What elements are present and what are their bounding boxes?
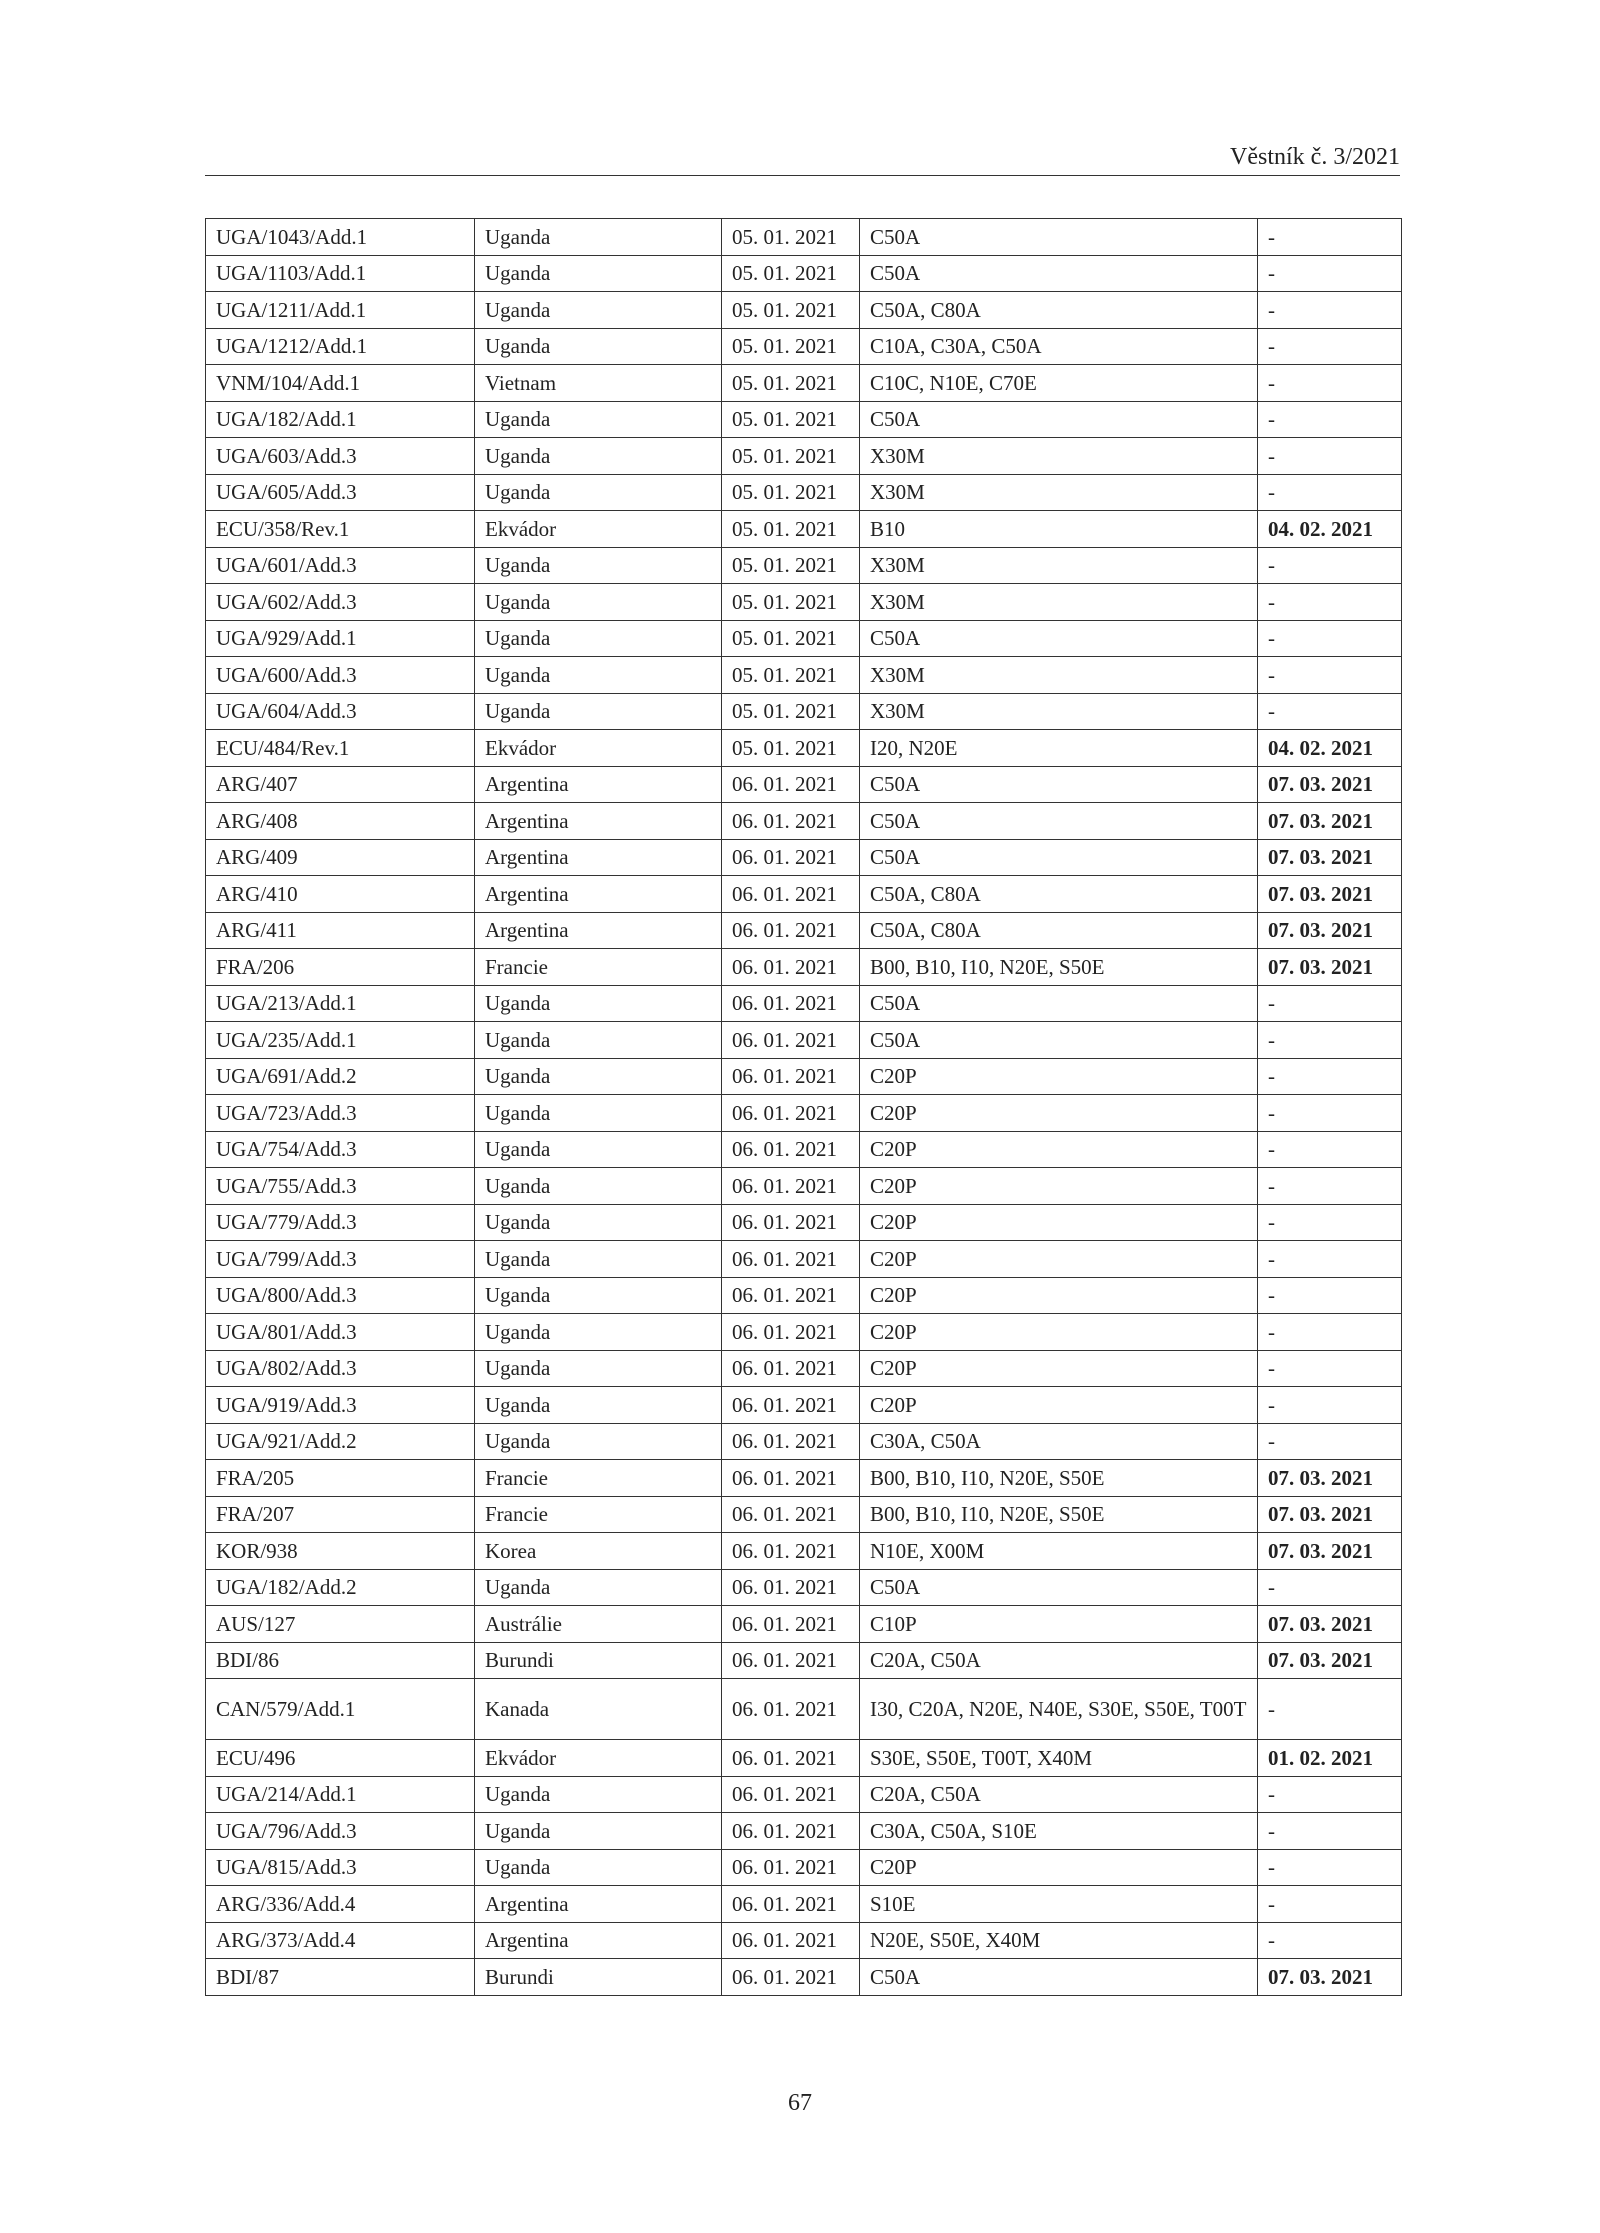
- deadline-cell: -: [1258, 401, 1402, 438]
- table-row: [206, 1886, 1402, 1923]
- country-cell: Uganda: [475, 1168, 722, 1205]
- table-row: [206, 1022, 1402, 1059]
- date-cell: 05. 01. 2021: [722, 620, 860, 657]
- document-id-cell: UGA/605/Add.3: [206, 474, 475, 511]
- deadline-cell: -: [1258, 219, 1402, 256]
- country-cell: Uganda: [475, 401, 722, 438]
- deadline-cell: 07. 03. 2021: [1258, 1959, 1402, 1996]
- date-cell: 05. 01. 2021: [722, 693, 860, 730]
- document-id-cell: ARG/407: [206, 766, 475, 803]
- codes-cell: S30E, S50E, T00T, X40M: [860, 1740, 1258, 1777]
- codes-cell: N20E, S50E, X40M: [860, 1922, 1258, 1959]
- date-cell: 05. 01. 2021: [722, 657, 860, 694]
- country-cell: Uganda: [475, 328, 722, 365]
- table-row: [206, 438, 1402, 475]
- date-cell: 06. 01. 2021: [722, 912, 860, 949]
- table-row: [206, 1460, 1402, 1497]
- document-id-cell: UGA/213/Add.1: [206, 985, 475, 1022]
- deadline-cell: -: [1258, 620, 1402, 657]
- table-row: [206, 1314, 1402, 1351]
- deadline-cell: 04. 02. 2021: [1258, 730, 1402, 767]
- country-cell: Francie: [475, 949, 722, 986]
- date-cell: 06. 01. 2021: [722, 1058, 860, 1095]
- table-row: [206, 365, 1402, 402]
- codes-cell: C50A: [860, 839, 1258, 876]
- date-cell: 06. 01. 2021: [722, 1241, 860, 1278]
- deadline-cell: -: [1258, 1168, 1402, 1205]
- date-cell: 05. 01. 2021: [722, 511, 860, 548]
- document-id-cell: UGA/799/Add.3: [206, 1241, 475, 1278]
- table-row: [206, 219, 1402, 256]
- table-body: [206, 219, 1402, 1996]
- codes-cell: C20P: [860, 1387, 1258, 1424]
- document-id-cell: FRA/206: [206, 949, 475, 986]
- document-id-cell: UGA/1043/Add.1: [206, 219, 475, 256]
- codes-cell: C20P: [860, 1058, 1258, 1095]
- date-cell: 05. 01. 2021: [722, 438, 860, 475]
- deadline-cell: -: [1258, 657, 1402, 694]
- deadline-cell: 07. 03. 2021: [1258, 766, 1402, 803]
- country-cell: Uganda: [475, 292, 722, 329]
- country-cell: Uganda: [475, 219, 722, 256]
- date-cell: 06. 01. 2021: [722, 1387, 860, 1424]
- table-row: [206, 1168, 1402, 1205]
- document-id-cell: ARG/373/Add.4: [206, 1922, 475, 1959]
- date-cell: 06. 01. 2021: [722, 803, 860, 840]
- codes-cell: C20P: [860, 1241, 1258, 1278]
- codes-cell: C20P: [860, 1350, 1258, 1387]
- table-row: [206, 1423, 1402, 1460]
- codes-cell: C50A: [860, 255, 1258, 292]
- date-cell: 06. 01. 2021: [722, 1314, 860, 1351]
- country-cell: Uganda: [475, 1849, 722, 1886]
- country-cell: Uganda: [475, 1058, 722, 1095]
- deadline-cell: -: [1258, 474, 1402, 511]
- document-id-cell: UGA/214/Add.1: [206, 1776, 475, 1813]
- deadline-cell: 01. 02. 2021: [1258, 1740, 1402, 1777]
- date-cell: 05. 01. 2021: [722, 401, 860, 438]
- codes-cell: C50A: [860, 401, 1258, 438]
- codes-cell: B10: [860, 511, 1258, 548]
- codes-cell: C50A: [860, 1959, 1258, 1996]
- table-row: [206, 839, 1402, 876]
- document-id-cell: UGA/1103/Add.1: [206, 255, 475, 292]
- codes-cell: C20A, C50A: [860, 1642, 1258, 1679]
- document-id-cell: UGA/921/Add.2: [206, 1423, 475, 1460]
- date-cell: 06. 01. 2021: [722, 1776, 860, 1813]
- codes-cell: C10C, N10E, C70E: [860, 365, 1258, 402]
- document-id-cell: UGA/1212/Add.1: [206, 328, 475, 365]
- country-cell: Uganda: [475, 1776, 722, 1813]
- table-row: [206, 511, 1402, 548]
- table-row: [206, 1776, 1402, 1813]
- document-id-cell: UGA/919/Add.3: [206, 1387, 475, 1424]
- table-row: [206, 1813, 1402, 1850]
- document-id-cell: KOR/938: [206, 1533, 475, 1570]
- deadline-cell: -: [1258, 1849, 1402, 1886]
- country-cell: Uganda: [475, 620, 722, 657]
- date-cell: 06. 01. 2021: [722, 1533, 860, 1570]
- codes-cell: C20P: [860, 1849, 1258, 1886]
- country-cell: Argentina: [475, 839, 722, 876]
- codes-cell: N10E, X00M: [860, 1533, 1258, 1570]
- deadline-cell: -: [1258, 1813, 1402, 1850]
- date-cell: 06. 01. 2021: [722, 1277, 860, 1314]
- country-cell: Uganda: [475, 1387, 722, 1424]
- codes-cell: C50A, C80A: [860, 912, 1258, 949]
- codes-cell: X30M: [860, 693, 1258, 730]
- document-id-cell: ARG/410: [206, 876, 475, 913]
- document-id-cell: UGA/182/Add.1: [206, 401, 475, 438]
- deadline-cell: 07. 03. 2021: [1258, 1496, 1402, 1533]
- deadline-cell: -: [1258, 1058, 1402, 1095]
- codes-cell: S10E: [860, 1886, 1258, 1923]
- codes-cell: X30M: [860, 474, 1258, 511]
- date-cell: 06. 01. 2021: [722, 1022, 860, 1059]
- page-header: [205, 138, 1400, 176]
- table-row: [206, 1241, 1402, 1278]
- codes-cell: C20P: [860, 1095, 1258, 1132]
- country-cell: Uganda: [475, 1423, 722, 1460]
- codes-cell: C50A: [860, 219, 1258, 256]
- date-cell: 06. 01. 2021: [722, 1204, 860, 1241]
- country-cell: Francie: [475, 1460, 722, 1497]
- country-cell: Uganda: [475, 1277, 722, 1314]
- date-cell: 05. 01. 2021: [722, 584, 860, 621]
- country-cell: Argentina: [475, 1922, 722, 1959]
- codes-cell: C20P: [860, 1168, 1258, 1205]
- date-cell: 05. 01. 2021: [722, 219, 860, 256]
- table-row: [206, 912, 1402, 949]
- deadline-cell: 07. 03. 2021: [1258, 1460, 1402, 1497]
- document-id-cell: BDI/87: [206, 1959, 475, 1996]
- country-cell: Argentina: [475, 912, 722, 949]
- deadline-cell: -: [1258, 1569, 1402, 1606]
- country-cell: Uganda: [475, 474, 722, 511]
- deadline-cell: -: [1258, 1886, 1402, 1923]
- deadline-cell: -: [1258, 292, 1402, 329]
- country-cell: Ekvádor: [475, 730, 722, 767]
- document-id-cell: FRA/207: [206, 1496, 475, 1533]
- document-id-cell: UGA/800/Add.3: [206, 1277, 475, 1314]
- document-id-cell: ECU/358/Rev.1: [206, 511, 475, 548]
- country-cell: Austrálie: [475, 1606, 722, 1643]
- country-cell: Francie: [475, 1496, 722, 1533]
- country-cell: Ekvádor: [475, 1740, 722, 1777]
- deadline-cell: 07. 03. 2021: [1258, 876, 1402, 913]
- document-id-cell: VNM/104/Add.1: [206, 365, 475, 402]
- table-row: [206, 1740, 1402, 1777]
- codes-cell: C50A: [860, 766, 1258, 803]
- codes-cell: C20P: [860, 1277, 1258, 1314]
- notifications-table: [205, 218, 1402, 1996]
- document-id-cell: ARG/409: [206, 839, 475, 876]
- date-cell: 05. 01. 2021: [722, 292, 860, 329]
- country-cell: Argentina: [475, 766, 722, 803]
- document-id-cell: UGA/235/Add.1: [206, 1022, 475, 1059]
- codes-cell: C50A, C80A: [860, 292, 1258, 329]
- codes-cell: I20, N20E: [860, 730, 1258, 767]
- table-row: [206, 255, 1402, 292]
- table-row: [206, 1131, 1402, 1168]
- table-row: [206, 1569, 1402, 1606]
- deadline-cell: -: [1258, 1131, 1402, 1168]
- table-row: [206, 328, 1402, 365]
- deadline-cell: -: [1258, 1679, 1402, 1740]
- table-row: [206, 1204, 1402, 1241]
- date-cell: 06. 01. 2021: [722, 1606, 860, 1643]
- codes-cell: I30, C20A, N20E, N40E, S30E, S50E, T00T: [860, 1679, 1258, 1740]
- date-cell: 05. 01. 2021: [722, 474, 860, 511]
- deadline-cell: -: [1258, 1022, 1402, 1059]
- deadline-cell: -: [1258, 1204, 1402, 1241]
- country-cell: Uganda: [475, 693, 722, 730]
- document-id-cell: UGA/602/Add.3: [206, 584, 475, 621]
- codes-cell: C20A, C50A: [860, 1776, 1258, 1813]
- deadline-cell: 07. 03. 2021: [1258, 1606, 1402, 1643]
- table-row: [206, 1496, 1402, 1533]
- date-cell: 05. 01. 2021: [722, 328, 860, 365]
- page-number: 67: [788, 2090, 812, 2116]
- country-cell: Argentina: [475, 803, 722, 840]
- deadline-cell: -: [1258, 1350, 1402, 1387]
- country-cell: Uganda: [475, 584, 722, 621]
- date-cell: 06. 01. 2021: [722, 876, 860, 913]
- table-row: [206, 1922, 1402, 1959]
- table-row: [206, 1533, 1402, 1570]
- table-row: [206, 1679, 1402, 1740]
- table-row: [206, 1277, 1402, 1314]
- codes-cell: C50A: [860, 1569, 1258, 1606]
- table-row: [206, 292, 1402, 329]
- deadline-cell: -: [1258, 584, 1402, 621]
- table-row: [206, 401, 1402, 438]
- codes-cell: C20P: [860, 1131, 1258, 1168]
- table-row: [206, 1350, 1402, 1387]
- date-cell: 06. 01. 2021: [722, 1131, 860, 1168]
- document-id-cell: UGA/754/Add.3: [206, 1131, 475, 1168]
- codes-cell: C50A: [860, 803, 1258, 840]
- country-cell: Uganda: [475, 1813, 722, 1850]
- document-id-cell: AUS/127: [206, 1606, 475, 1643]
- deadline-cell: -: [1258, 365, 1402, 402]
- table-row: [206, 620, 1402, 657]
- table-row: [206, 985, 1402, 1022]
- date-cell: 06. 01. 2021: [722, 1886, 860, 1923]
- country-cell: Uganda: [475, 1131, 722, 1168]
- codes-cell: X30M: [860, 438, 1258, 475]
- country-cell: Kanada: [475, 1679, 722, 1740]
- country-cell: Argentina: [475, 876, 722, 913]
- date-cell: 06. 01. 2021: [722, 839, 860, 876]
- date-cell: 06. 01. 2021: [722, 1496, 860, 1533]
- date-cell: 06. 01. 2021: [722, 1168, 860, 1205]
- date-cell: 06. 01. 2021: [722, 949, 860, 986]
- table-row: [206, 657, 1402, 694]
- table-row: [206, 1058, 1402, 1095]
- date-cell: 06. 01. 2021: [722, 1813, 860, 1850]
- date-cell: 06. 01. 2021: [722, 1350, 860, 1387]
- table-row: [206, 584, 1402, 621]
- country-cell: Uganda: [475, 1350, 722, 1387]
- deadline-cell: 07. 03. 2021: [1258, 949, 1402, 986]
- codes-cell: X30M: [860, 547, 1258, 584]
- document-id-cell: UGA/600/Add.3: [206, 657, 475, 694]
- table-row: [206, 1959, 1402, 1996]
- country-cell: Uganda: [475, 985, 722, 1022]
- document-id-cell: UGA/601/Add.3: [206, 547, 475, 584]
- document-id-cell: UGA/815/Add.3: [206, 1849, 475, 1886]
- date-cell: 06. 01. 2021: [722, 985, 860, 1022]
- deadline-cell: -: [1258, 1095, 1402, 1132]
- table-row: [206, 766, 1402, 803]
- table-row: [206, 1849, 1402, 1886]
- table-row: [206, 547, 1402, 584]
- header-title: Věstník č. 3/2021: [1230, 144, 1400, 170]
- deadline-cell: 07. 03. 2021: [1258, 1642, 1402, 1679]
- country-cell: Argentina: [475, 1886, 722, 1923]
- document-id-cell: UGA/604/Add.3: [206, 693, 475, 730]
- date-cell: 05. 01. 2021: [722, 255, 860, 292]
- codes-cell: C30A, C50A: [860, 1423, 1258, 1460]
- deadline-cell: 07. 03. 2021: [1258, 912, 1402, 949]
- deadline-cell: 04. 02. 2021: [1258, 511, 1402, 548]
- country-cell: Uganda: [475, 1314, 722, 1351]
- document-id-cell: ECU/496: [206, 1740, 475, 1777]
- document-id-cell: FRA/205: [206, 1460, 475, 1497]
- table-row: [206, 803, 1402, 840]
- date-cell: 05. 01. 2021: [722, 730, 860, 767]
- date-cell: 06. 01. 2021: [722, 1642, 860, 1679]
- country-cell: Uganda: [475, 438, 722, 475]
- country-cell: Uganda: [475, 657, 722, 694]
- country-cell: Burundi: [475, 1642, 722, 1679]
- date-cell: 05. 01. 2021: [722, 365, 860, 402]
- deadline-cell: 07. 03. 2021: [1258, 839, 1402, 876]
- country-cell: Burundi: [475, 1959, 722, 1996]
- table-row: [206, 1642, 1402, 1679]
- codes-cell: C10A, C30A, C50A: [860, 328, 1258, 365]
- codes-cell: B00, B10, I10, N20E, S50E: [860, 1496, 1258, 1533]
- document-id-cell: BDI/86: [206, 1642, 475, 1679]
- deadline-cell: -: [1258, 255, 1402, 292]
- country-cell: Vietnam: [475, 365, 722, 402]
- table-row: [206, 876, 1402, 913]
- codes-cell: X30M: [860, 584, 1258, 621]
- date-cell: 06. 01. 2021: [722, 1569, 860, 1606]
- document-id-cell: ARG/336/Add.4: [206, 1886, 475, 1923]
- deadline-cell: 07. 03. 2021: [1258, 1533, 1402, 1570]
- codes-cell: B00, B10, I10, N20E, S50E: [860, 1460, 1258, 1497]
- date-cell: 06. 01. 2021: [722, 1922, 860, 1959]
- country-cell: Uganda: [475, 1204, 722, 1241]
- document-id-cell: ARG/408: [206, 803, 475, 840]
- country-cell: Uganda: [475, 547, 722, 584]
- date-cell: 06. 01. 2021: [722, 1095, 860, 1132]
- document-id-cell: UGA/801/Add.3: [206, 1314, 475, 1351]
- document-id-cell: UGA/603/Add.3: [206, 438, 475, 475]
- codes-cell: C20P: [860, 1314, 1258, 1351]
- codes-cell: C30A, C50A, S10E: [860, 1813, 1258, 1850]
- date-cell: 06. 01. 2021: [722, 766, 860, 803]
- deadline-cell: -: [1258, 547, 1402, 584]
- document-id-cell: UGA/802/Add.3: [206, 1350, 475, 1387]
- country-cell: Uganda: [475, 1095, 722, 1132]
- date-cell: 05. 01. 2021: [722, 547, 860, 584]
- document-id-cell: ECU/484/Rev.1: [206, 730, 475, 767]
- deadline-cell: -: [1258, 1387, 1402, 1424]
- codes-cell: C50A, C80A: [860, 876, 1258, 913]
- document-id-cell: UGA/796/Add.3: [206, 1813, 475, 1850]
- document-id-cell: UGA/1211/Add.1: [206, 292, 475, 329]
- codes-cell: C50A: [860, 1022, 1258, 1059]
- country-cell: Korea: [475, 1533, 722, 1570]
- deadline-cell: -: [1258, 985, 1402, 1022]
- codes-cell: C50A: [860, 620, 1258, 657]
- deadline-cell: -: [1258, 1423, 1402, 1460]
- document-id-cell: UGA/929/Add.1: [206, 620, 475, 657]
- country-cell: Uganda: [475, 255, 722, 292]
- table-row: [206, 730, 1402, 767]
- date-cell: 06. 01. 2021: [722, 1679, 860, 1740]
- country-cell: Uganda: [475, 1569, 722, 1606]
- codes-cell: C10P: [860, 1606, 1258, 1643]
- deadline-cell: -: [1258, 693, 1402, 730]
- deadline-cell: 07. 03. 2021: [1258, 803, 1402, 840]
- deadline-cell: -: [1258, 1277, 1402, 1314]
- deadline-cell: -: [1258, 1922, 1402, 1959]
- document-id-cell: UGA/691/Add.2: [206, 1058, 475, 1095]
- document-id-cell: UGA/182/Add.2: [206, 1569, 475, 1606]
- country-cell: Ekvádor: [475, 511, 722, 548]
- codes-cell: C50A: [860, 985, 1258, 1022]
- date-cell: 06. 01. 2021: [722, 1423, 860, 1460]
- deadline-cell: -: [1258, 1314, 1402, 1351]
- country-cell: Uganda: [475, 1241, 722, 1278]
- deadline-cell: -: [1258, 328, 1402, 365]
- date-cell: 06. 01. 2021: [722, 1959, 860, 1996]
- country-cell: Uganda: [475, 1022, 722, 1059]
- deadline-cell: -: [1258, 1241, 1402, 1278]
- document-id-cell: CAN/579/Add.1: [206, 1679, 475, 1740]
- table-row: [206, 693, 1402, 730]
- document-id-cell: UGA/755/Add.3: [206, 1168, 475, 1205]
- document-id-cell: UGA/779/Add.3: [206, 1204, 475, 1241]
- document-id-cell: ARG/411: [206, 912, 475, 949]
- table-row: [206, 1606, 1402, 1643]
- document-id-cell: UGA/723/Add.3: [206, 1095, 475, 1132]
- deadline-cell: -: [1258, 1776, 1402, 1813]
- date-cell: 06. 01. 2021: [722, 1740, 860, 1777]
- date-cell: 06. 01. 2021: [722, 1849, 860, 1886]
- table-row: [206, 949, 1402, 986]
- deadline-cell: -: [1258, 438, 1402, 475]
- codes-cell: X30M: [860, 657, 1258, 694]
- table-row: [206, 1387, 1402, 1424]
- table-row: [206, 1095, 1402, 1132]
- codes-cell: C20P: [860, 1204, 1258, 1241]
- table-row: [206, 474, 1402, 511]
- codes-cell: B00, B10, I10, N20E, S50E: [860, 949, 1258, 986]
- date-cell: 06. 01. 2021: [722, 1460, 860, 1497]
